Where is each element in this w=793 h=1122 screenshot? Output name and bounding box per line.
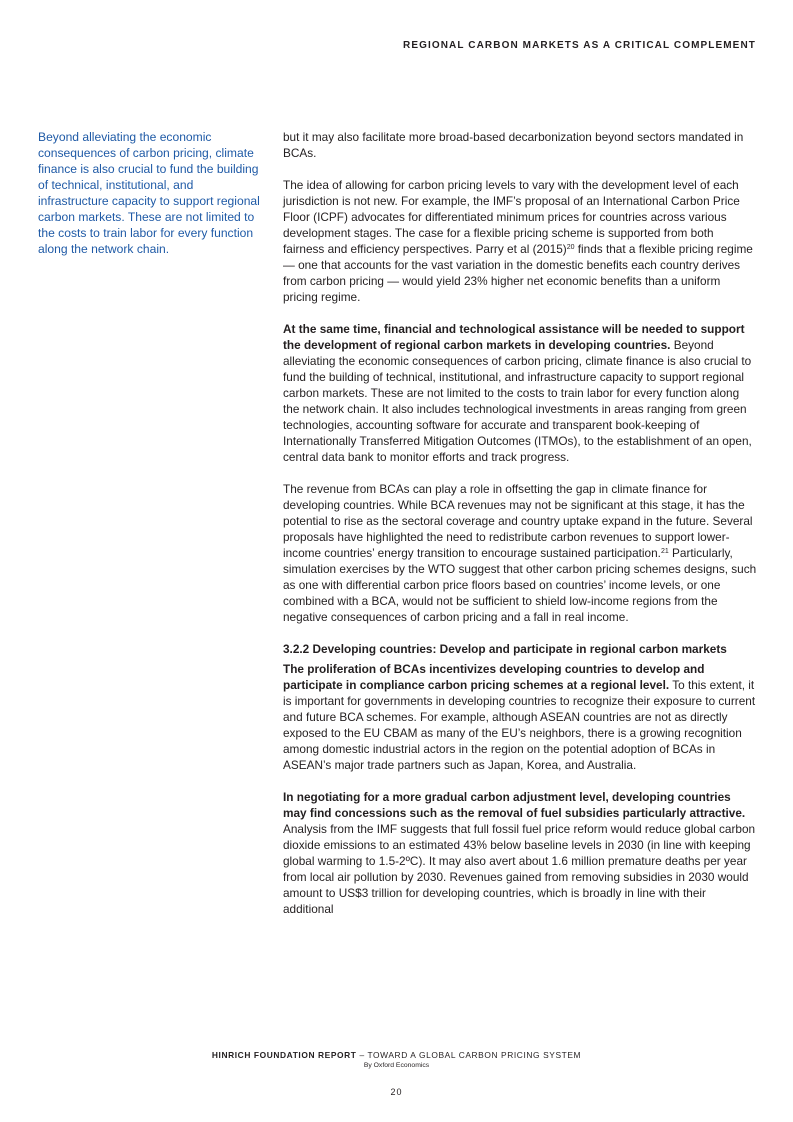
paragraph-text: Analysis from the IMF suggests that full fossil fuel price reform would reduce global carbon dioxide emissions to an estimated 43% below baseline levels in 2030 (in line with keeping global warming to 1.5-2ºC). It may also avert about 1.6 million premature deaths per year from local air pollution by 2030. Revenues gained from removing subsidies in 2030 would amount to US$3 trillion for developing countries, which is broadly in line with their additional	[283, 822, 756, 916]
paragraph-2	[283, 177, 757, 305]
paragraph-5	[283, 661, 757, 773]
running-header: REGIONAL CARBON MARKETS AS A CRITICAL COMPLEMENT	[403, 40, 756, 51]
paragraph-lead: The proliferation of BCAs incentivizes developing countries to develop and participate in compliance carbon pricing schemes at a regional level.	[283, 662, 705, 692]
footer-report-subtitle: – TOWARD A GLOBAL CARBON PRICING SYSTEM	[356, 1050, 582, 1060]
page-number: 20	[390, 1087, 403, 1097]
paragraph-lead: In negotiating for a more gradual carbon adjustment level, developing countries may find concessions such as the removal of fuel subsidies particularly attractive.	[283, 790, 746, 820]
paragraph-text: To this extent, it is important for governments in developing countries to recognize their exposure to current and future BCA schemes. For example, although ASEAN countries are not as directly exposed to the EU CBAM as many of the EU’s neighbors, there is a growing recognition among domestic industrial actors in the region on the potential adoption of BCAs in ASEAN’s major trade partners such as Japan, Korea, and Australia.	[283, 678, 756, 772]
paragraph-text: finds that a flexible pricing regime — one that accounts for the vast variation in the domestic benefits each country derives from carbon pricing — would yield 23% higher net economic benefits than a uniform pricing regime.	[283, 242, 753, 304]
footer-report-name: HINRICH FOUNDATION REPORT	[211, 1050, 357, 1060]
section-heading: 3.2.2 Developing countries: Develop and participate in regional carbon markets	[283, 642, 727, 656]
paragraph-text: The idea of allowing for carbon pricing levels to vary with the development level of each jurisdiction is not new. For example, the IMF’s proposal of an International Carbon Price Floor (ICPF) advocates for differentiated minimum prices for countries across various development stages. The case for a flexible pricing scheme is supported from both fairness and efficiency perspectives. Parry et al (2015)	[283, 178, 740, 256]
paragraph-6	[283, 789, 757, 917]
footnote-ref[interactable]: 21	[660, 548, 669, 555]
paragraph-4	[283, 481, 757, 625]
footer-byline: By Oxford Economics	[363, 1062, 430, 1069]
paragraph-text: Particularly, simulation exercises by the WTO suggest that other carbon pricing schemes designs, such as one with differential carbon price floors based on countries’ income levels, or one combined with a BCA, would not be sufficient to shield low-income regions from the negative consequences of carbon pricing and a fall in real income.	[283, 546, 757, 624]
footnote-ref[interactable]: 20	[566, 244, 575, 251]
footer-report-title	[0, 1050, 793, 1061]
paragraph-text: but it may also facilitate more broad-based decarbonization beyond sectors mandated in BCAs.	[283, 130, 744, 160]
paragraph-lead: At the same time, financial and technological assistance will be needed to support the development of regional carbon markets in developing countries.	[283, 322, 745, 352]
paragraph-1	[283, 129, 757, 161]
pull-quote: Beyond alleviating the economic consequences of carbon pricing, climate finance is also crucial to fund the building of technical, institutional, and infrastructure capacity to support regional carbon markets. These are not limited to the costs to train labor for every function along the network chain.	[38, 130, 260, 256]
page-footer	[0, 1050, 793, 1071]
main-body-column	[283, 129, 757, 933]
paragraph-text: Beyond alleviating the economic consequences of carbon pricing, climate finance is also crucial to fund the building of technical, institutional, and infrastructure capacity to support regional carbon markets. These are not limited to the costs to train labor for every function along the network chain. It also includes technological investments in areas ranging from green technologies, accounting software for accurate and transparent book-keeping of Internationally Transferred Mitigation Outcomes (ITMOs), to the establishment of an open, central data bank to monitor efforts and track progress.	[283, 338, 752, 464]
paragraph-3	[283, 321, 757, 465]
paragraph-text: The revenue from BCAs can play a role in offsetting the gap in climate finance for developing countries. While BCA revenues may not be significant at this stage, it has the potential to rise as the sectoral coverage and country uptake expand in the future. Several proposals have highlighted the need to redistribute carbon revenues to support lower-income countries’ energy transition to encourage sustained participation.	[283, 482, 753, 560]
